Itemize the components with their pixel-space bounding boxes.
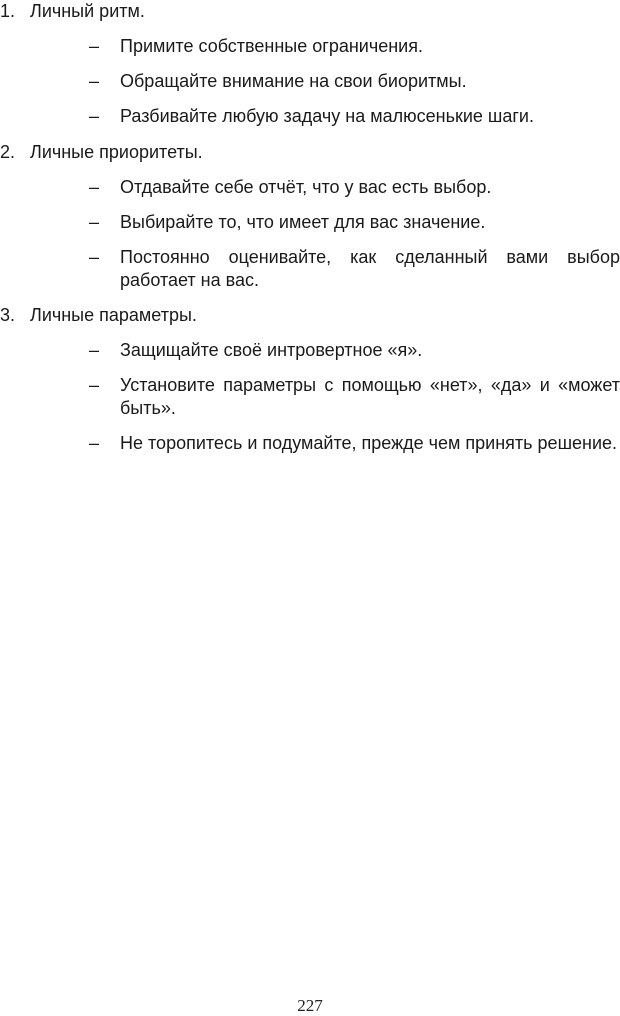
bullet-item	[0, 105, 620, 128]
section-number: 2.	[0, 142, 16, 162]
page-number: 227	[297, 996, 323, 1015]
dash-marker: –	[89, 177, 100, 197]
dash-marker: –	[89, 340, 100, 360]
section-title: Личные приоритеты.	[30, 142, 203, 162]
bullet-text: Примите собственные ограничения.	[120, 36, 423, 56]
bullet-item	[0, 35, 620, 58]
bullet-text: Разбивайте любую задачу на малюсенькие шаги.	[120, 106, 534, 126]
section-title: Личные параметры.	[30, 305, 197, 325]
bullet-text: Обращайте внимание на свои биоритмы.	[120, 71, 467, 91]
bullet-item	[0, 246, 620, 292]
section-heading	[0, 304, 620, 327]
bullet-item	[0, 374, 620, 420]
bullet-item	[0, 176, 620, 199]
dash-marker: –	[89, 106, 100, 126]
bullet-list	[0, 35, 620, 128]
bullet-item	[0, 432, 620, 455]
bullet-list	[0, 339, 620, 455]
bullet-text: Не торопитесь и подумайте, прежде чем принять решение.	[120, 433, 618, 453]
bullet-item	[0, 70, 620, 93]
bullet-text: Отдавайте себе отчёт, что у вас есть выбор.	[120, 177, 492, 197]
bullet-text: Установите параметры с помощью «нет», «да» и «может быть».	[120, 375, 620, 418]
list-section-personal-parameters	[0, 304, 620, 455]
bullet-item	[0, 339, 620, 362]
section-number: 1.	[0, 1, 16, 21]
section-heading	[0, 0, 620, 23]
dash-marker: –	[89, 71, 100, 91]
dash-marker: –	[89, 36, 100, 56]
bullet-text: Выбирайте то, что имеет для вас значение.	[120, 212, 486, 232]
bullet-list	[0, 176, 620, 292]
list-section-personal-rhythm	[0, 0, 620, 128]
bullet-text: Постоянно оценивайте, как сделанный вами выбор работает на вас.	[120, 247, 620, 290]
dash-marker: –	[89, 212, 100, 232]
section-number: 3.	[0, 305, 16, 325]
bullet-text: Защищайте своё интровертное «я».	[120, 340, 423, 360]
dash-marker: –	[89, 433, 100, 453]
dash-marker: –	[89, 247, 100, 267]
section-heading	[0, 141, 620, 164]
list-section-personal-priorities	[0, 141, 620, 292]
section-title: Личный ритм.	[30, 1, 145, 21]
dash-marker: –	[89, 375, 100, 395]
bullet-item	[0, 211, 620, 234]
